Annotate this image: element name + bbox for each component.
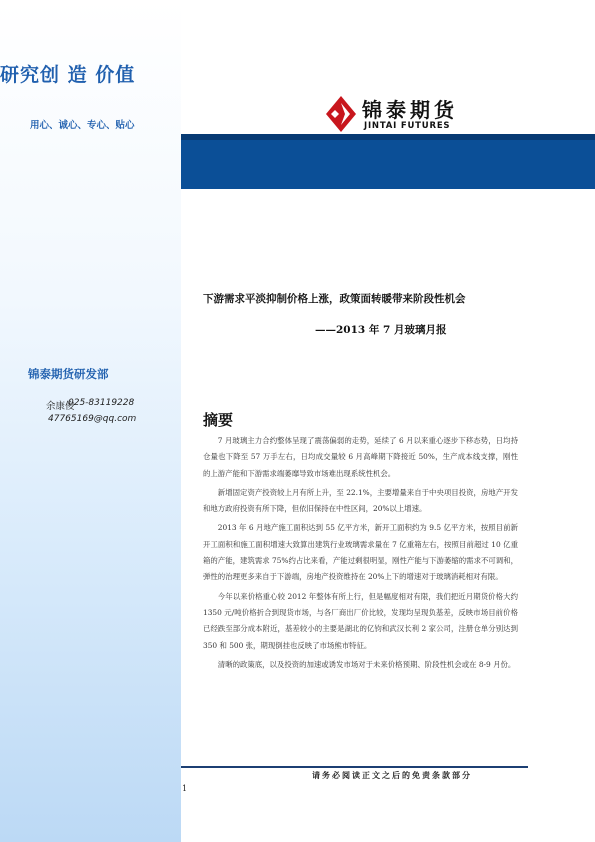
left-sidebar (0, 0, 181, 842)
jintai-logo-icon (326, 96, 356, 132)
abstract-paragraph: 今年以来价格重心较 2012 年整体有所上行，但是幅度相对有限，我们把近月期货价格大约 1350 元/吨价格折合到现货市场，与各厂商出厂价比较，发现均呈现负基差，反映市场目前价格已经跌至部分成本附近，基差较小的主要是湖北的亿钧和武汉长利 2 家公司，注册仓单分别达到 350 和 500 张，期现倒挂也反映了市场熊市特征。 (203, 591, 518, 650)
abstract-paragraph: 2013 年 6 月地产施工面积达到 55 亿平方米，新开工面积约为 9.5 亿平方米，按照目前新开工面积和施工面积增速大致算出建筑行业玻璃需求量在 7 亿重箱左右，按照目前超过 10 亿重箱的产能，建筑需求 75%约占比来看，产能过剩很明显，刚性产能与下游萎缩的需求不可调和，弹性的治理更多来自于下游端，房地产投资维持在 20%上下的增速对于玻璃消耗相对有限。 (203, 523, 518, 582)
abstract-paragraph: 7 月玻璃主力合约整体呈现了震荡偏弱的走势，延续了 6 月以来重心逐步下移态势，日均持仓量也下降至 57 万手左右，日均成交量较 6 月高峰期下降接近 50%，生产成本线支撑，刚性的上游产能和下游需求端萎靡导致市场难出现系统性机会。 (203, 436, 518, 478)
abstract-heading: 摘要 (203, 411, 234, 429)
slogan: 研究创 造 价值 (0, 64, 136, 86)
company-logo (326, 94, 501, 138)
analyst-email[interactable]: 47765169@qq.com (48, 414, 137, 424)
abstract-paragraph: 新增固定资产投资较上月有所上升，至 22.1%，主要增量来自于中央项目投资，房地产开发和地方政府投资有所下降，但依旧保持在中性区间，20%以上增速。 (203, 487, 518, 514)
analyst-name: 余康俊 (46, 401, 75, 412)
disclaimer-notice: 请务必阅读正文之后的免责条款部分 (312, 770, 472, 780)
company-values: 用心、诚心、专心、贴心 (30, 120, 135, 131)
page-number: 1 (182, 784, 188, 793)
analyst-phone: 025-83119228 (68, 398, 135, 408)
footer-divider (181, 766, 528, 768)
abstract-paragraph: 清晰的政策底，以及投资的加速或诱发市场对于未来价格预期、阶段性机会或在 8-9 月份。 (217, 659, 516, 669)
report-title: 下游需求平淡抑制价格上涨，政策面转暖带来阶段性机会 (203, 293, 466, 305)
report-subtitle: ——2013 年 7 月玻璃月报 (315, 324, 447, 336)
header-banner (181, 134, 595, 189)
logo-chinese-name: 锦泰期货 (362, 98, 458, 122)
department-name: 锦泰期货研发部 (28, 367, 109, 381)
logo-english-name: JINTAI FUTURES (364, 121, 451, 131)
banner-stripe (181, 134, 595, 140)
abstract-body (203, 433, 518, 676)
